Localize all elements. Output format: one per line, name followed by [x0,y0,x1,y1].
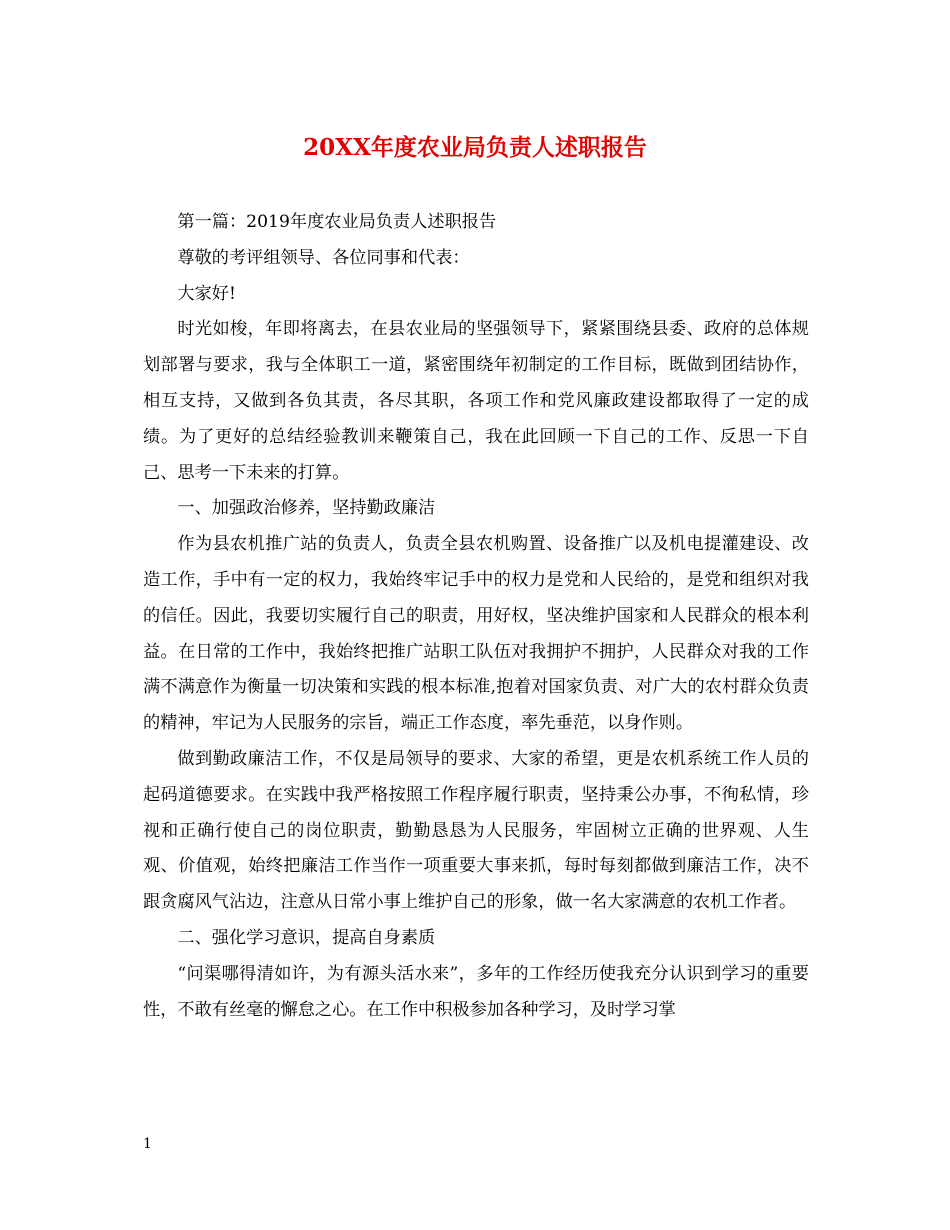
paragraph: 尊敬的考评组领导、各位同事和代表： [177,247,470,268]
document-title: 20XX年度农业局负责人述职报告 [303,134,647,161]
section-heading: 二、强化学习意识，提高自身素质 [177,927,436,948]
section-heading: 一、加强政治修养，坚持勤政廉洁 [177,498,436,519]
paragraph: 第一篇：2019年度农业局负责人述职报告 [177,212,497,232]
document-body [143,205,809,1028]
paragraph: 做到勤政廉洁工作，不仅是局领导的要求、大家的希望，更是农机系统工作人员的起码道德要求。在实践中我严格按照工作程序履行职责，坚持秉公办事，不徇私情，珍视和正确行使自己的岗位职责，勤勤恳恳为人民服务，牢固树立正确的世界观、人生观、价值观，始终把廉洁工作当作一项重要大事来抓，每时每刻都做到廉洁工作，决不跟贪腐风气沾边，注意从日常小事上维护自己的形象，做一名大家满意的农机工作者。 [143,748,809,913]
paragraph: 大家好! [177,283,236,304]
paragraph: “问渠哪得清如许，为有源头活水来”，多年的工作经历使我充分认识到学习的重要性，不敢有丝毫的懈怠之心。在工作中积极参加各种学习，及时学习掌 [143,963,809,1020]
paragraph: 作为县农机推广站的负责人，负责全县农机购置、设备推广以及机电提灌建设、改造工作，手中有一定的权力，我始终牢记手中的权力是党和人民给的，是党和组织对我的信任。因此，我要切实履行自己的职责，用好权，坚决维护国家和人民群众的根本利益。在日常的工作中，我始终把推广站职工队伍对我拥护不拥护，人民群众对我的工作满不满意作为衡量一切决策和实践的根本标准,抱着对国家负责、对广大的农村群众负责的精神，牢记为人民服务的宗旨，端正工作态度，率先垂范，以身作则。 [143,534,809,734]
paragraph: 时光如梭，年即将离去，在县农业局的坚强领导下，紧紧围绕县委、政府的总体规划部署与要求，我与全体职工一道，紧密围绕年初制定的工作目标，既做到团结协作，相互支持，又做到各负其责，各尽其职，各项工作和党风廉政建设都取得了一定的成绩。为了更好的总结经验教训来鞭策自己，我在此回顾一下自己的工作、反思一下自己、思考一下未来的打算。 [143,319,809,483]
page-number: 1 [143,1136,152,1152]
